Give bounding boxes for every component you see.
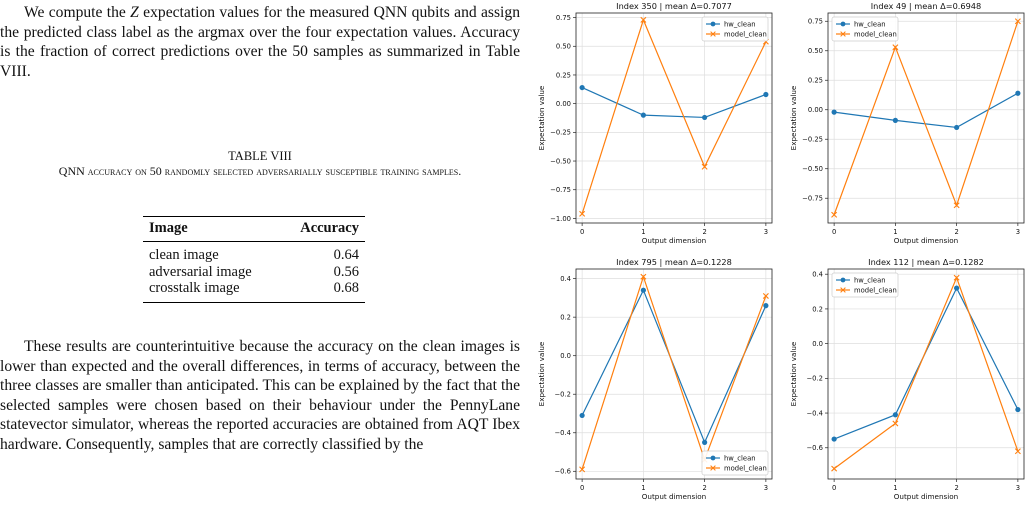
x-tick-label: 0	[831, 228, 837, 236]
chart-legend	[832, 273, 898, 297]
data-point-hw_clean	[893, 118, 898, 123]
legend-marker-hw_clean	[841, 22, 846, 27]
y-tick-label: 0.4	[812, 270, 823, 279]
y-tick-label: −0.6	[806, 444, 823, 453]
table-row	[143, 264, 365, 281]
y-tick-label: 0.50	[807, 47, 823, 56]
x-tick-label: 0	[579, 484, 585, 492]
table-cell-image: clean image	[149, 247, 219, 263]
legend-label-hw_clean: hw_clean	[854, 276, 886, 285]
y-tick-label: −1.00	[550, 214, 571, 223]
legend-label-hw_clean: hw_clean	[724, 454, 756, 463]
paragraph-intro-text: We compute the Z expectation values for the measured QNN qubits and assign the predicted class label as the argmax over the four expectation values. Accuracy is the fraction of correct predictions over the 50 samples as summarized in Table VIII.	[0, 4, 520, 80]
y-tick-label: −0.2	[806, 374, 823, 383]
x-tick-label: 1	[893, 228, 898, 236]
x-tick-label: 2	[702, 484, 707, 492]
y-tick-label: 0.25	[807, 76, 823, 85]
paragraph-discussion	[0, 337, 520, 455]
table-cell-image: adversarial image	[149, 263, 252, 280]
y-tick-label: 0.00	[807, 106, 823, 115]
x-tick-label: 3	[1015, 484, 1021, 492]
x-tick-label: 3	[763, 228, 769, 236]
chart-title: Index 49 | mean Δ=0.6948	[870, 1, 982, 11]
x-tick-label: 1	[641, 228, 646, 236]
chart-panel-3	[782, 256, 1032, 511]
y-tick-label: 0.50	[555, 42, 571, 51]
legend-marker-hw_clean	[711, 22, 716, 27]
x-axis-label: Output dimension	[893, 492, 959, 501]
y-tick-label: 0.2	[812, 305, 823, 314]
series-line-hw_clean	[834, 288, 1018, 439]
chart-panel-2	[530, 256, 780, 511]
series-line-hw_clean	[834, 93, 1018, 127]
y-tick-label: −0.75	[550, 186, 571, 195]
x-tick-label: 1	[893, 484, 898, 492]
paragraph-discussion-text: These results are counterintuitive because the accuracy on the clean images is lower than expected and the overall differences, in terms of accuracy, between the three classes are smaller than anticipated. This can be explained by the fact that the selected samples were chosen based on their behaviour under the PennyLane statevector simulator, whereas the reported accuracies are obtained from AQT Ibex hardware. Consequently, samples that are correctly classified by the	[0, 338, 520, 453]
y-tick-label: 0.0	[560, 352, 571, 361]
plot-frame	[576, 13, 772, 223]
table-cell-accuracy: 0.56	[333, 263, 359, 280]
y-tick-label: −0.75	[802, 194, 823, 203]
data-point-hw_clean	[702, 440, 707, 445]
data-point-hw_clean	[580, 85, 585, 90]
y-tick-label: −0.2	[554, 390, 571, 399]
table-header-accuracy: Accuracy	[280, 217, 365, 242]
y-tick-label: 0.2	[560, 313, 571, 322]
chart-title: Index 795 | mean Δ=0.1228	[616, 257, 732, 267]
legend-label-model_clean: model_clean	[854, 286, 897, 295]
paragraph-intro	[0, 3, 520, 81]
y-tick-label: 0.75	[555, 13, 571, 22]
y-axis-label: Expectation value	[537, 341, 546, 407]
chart-1-svg	[782, 0, 1032, 255]
y-tick-label: 0.4	[560, 275, 571, 284]
chart-legend	[702, 451, 768, 475]
table-cell-accuracy: 0.64	[333, 247, 359, 263]
legend-marker-hw_clean	[711, 456, 716, 461]
x-tick-label: 1	[641, 484, 646, 492]
plot-frame	[828, 13, 1024, 223]
y-tick-label: −0.50	[550, 157, 571, 166]
x-tick-label: 3	[1015, 228, 1021, 236]
table-caption-text: QNN accuracy on 50 randomly selected adversarially susceptible training samples.	[58, 164, 462, 178]
chart-2-svg	[530, 256, 780, 511]
x-tick-label: 0	[831, 484, 837, 492]
x-tick-label: 2	[954, 484, 959, 492]
chart-3-svg	[782, 256, 1032, 511]
x-axis-label: Output dimension	[641, 236, 707, 245]
y-axis-label: Expectation value	[789, 341, 798, 407]
y-axis-label: Expectation value	[537, 85, 546, 151]
legend-label-model_clean: model_clean	[724, 464, 767, 473]
table-header-image: Image	[143, 217, 280, 242]
table-cell-image: crosstalk image	[149, 280, 240, 296]
table-number: TABLE VIII	[228, 149, 292, 163]
y-tick-label: −0.25	[550, 128, 571, 137]
data-point-hw_clean	[702, 115, 707, 120]
table-row	[143, 280, 365, 302]
y-tick-label: 0.00	[555, 100, 571, 109]
data-point-hw_clean	[1015, 91, 1020, 96]
data-point-hw_clean	[954, 125, 959, 130]
y-tick-label: −0.25	[802, 135, 823, 144]
chart-legend	[832, 17, 898, 41]
legend-label-model_clean: model_clean	[854, 30, 897, 39]
table-caption	[0, 164, 520, 179]
data-point-hw_clean	[832, 436, 837, 441]
plot-frame	[576, 269, 772, 479]
data-point-hw_clean	[641, 113, 646, 118]
data-point-hw_clean	[641, 288, 646, 293]
y-tick-label: −0.4	[554, 429, 571, 438]
data-point-hw_clean	[763, 92, 768, 97]
series-line-model_clean	[834, 21, 1018, 214]
y-tick-label: 0.0	[812, 340, 823, 349]
legend-marker-hw_clean	[841, 278, 846, 283]
legend-label-model_clean: model_clean	[724, 30, 767, 39]
series-line-hw_clean	[582, 290, 766, 442]
data-point-hw_clean	[893, 412, 898, 417]
y-tick-label: −0.6	[554, 467, 571, 476]
data-point-hw_clean	[763, 303, 768, 308]
data-point-hw_clean	[1015, 407, 1020, 412]
data-point-hw_clean	[832, 110, 837, 115]
accuracy-table	[143, 216, 365, 303]
chart-legend	[702, 17, 768, 41]
figure-panel-grid	[530, 0, 1033, 515]
table-header-row	[143, 217, 365, 242]
y-tick-label: −0.50	[802, 165, 823, 174]
y-axis-label: Expectation value	[789, 85, 798, 151]
x-tick-label: 0	[579, 228, 585, 236]
data-point-hw_clean	[580, 413, 585, 418]
x-axis-label: Output dimension	[641, 492, 707, 501]
y-tick-label: 0.75	[807, 17, 823, 26]
y-tick-label: 0.25	[555, 71, 571, 80]
x-tick-label: 3	[763, 484, 769, 492]
table-cell-accuracy: 0.68	[333, 280, 359, 296]
data-point-hw_clean	[954, 285, 959, 290]
x-tick-label: 2	[954, 228, 959, 236]
series-line-model_clean	[834, 278, 1018, 469]
table-row	[143, 242, 365, 264]
series-line-model_clean	[582, 277, 767, 473]
chart-0-svg	[530, 0, 780, 255]
legend-label-hw_clean: hw_clean	[854, 20, 886, 29]
chart-panel-1	[782, 0, 1032, 255]
chart-title: Index 350 | mean Δ=0.7077	[616, 1, 732, 11]
y-tick-label: −0.4	[806, 409, 823, 418]
x-tick-label: 2	[702, 228, 707, 236]
chart-title: Index 112 | mean Δ=0.1282	[868, 257, 984, 267]
chart-panel-0	[530, 0, 780, 255]
legend-label-hw_clean: hw_clean	[724, 20, 756, 29]
x-axis-label: Output dimension	[893, 236, 959, 245]
